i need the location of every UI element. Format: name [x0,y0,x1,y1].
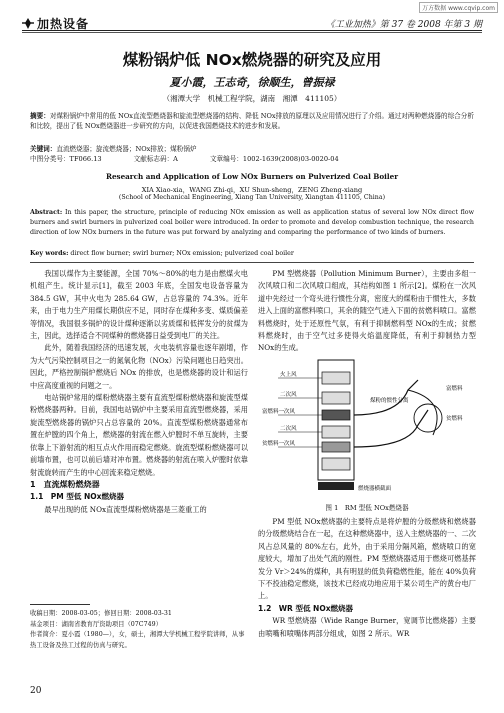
paragraph: 最早出现的低 NOx直流型煤粉燃烧器是三菱重工的 [44,504,207,514]
header-rule-thin [22,32,482,33]
received-date: 收稿日期：2008-03-05；修回日期：2008-03-31 [30,610,172,617]
header-rule [22,30,482,31]
clc-number: 中图分类号：TF066.13 [30,155,102,163]
keywords-en-label: Key words: [30,250,69,257]
keywords-en [30,250,474,257]
article-number: 文章编号：1002-1639(2008)03-0020-04 [209,155,339,163]
keywords-cn [30,143,474,153]
classification-meta [30,153,470,163]
label-inertial-separation: 煤粉的惯性分离 [370,398,409,404]
english-title: Research and Application of Low NOx Burners on Pulverized Coal Boiler [105,172,398,181]
paragraph: 我国以煤作为主要能源，全国 70%～80%的电力是由燃煤火电机组产生。统计显示[1]，截至 2003 年底，全国发电设备容量为 384.5 GW，其中火电为 285.64 GW，占总容量的 74.3%。近年来，由于电力生产用煤长期供应不足，同时存在煤种多变、煤质偏差等情况，我国很多锅炉的设计煤种逐渐以劣质煤和低挥发分的贫煤为主，因此，选择适合不同煤种的燃烧器日益受到电厂的关注。 [30,269,248,341]
paragraph: PM 型燃烧器（Pollution Minimum Burner），主要由多组一次风喷口和二次风喷口组成，其结构如图 1 所示[2]。煤粉在一次风道中先经过一个弯头进行惯性分离，密度大的煤粉由于惯性大，多数进入上面的富燃料喷口，其余的随空气进入下面的贫燃料喷口。富燃料燃烧时，处于还原性气氛，有利于抑制燃料型 NOx的生成；贫燃料燃烧时，由于空气过多使得火焰温度降低，有利于抑制热力型 NOx的生成。 [258,269,476,353]
figure-caption: 图 1 RM 型低 NOx燃烧器 [325,504,409,512]
english-authors: XIA Xiao-xia，WANG Zhi-qi，XU Shun-sheng，ZENG Zheng-xiang [141,186,363,194]
english-affiliation: (School of Mechanical Engineering, Xiang Tan University, Xiangtan 411105, China) [118,194,386,201]
label-rich-side: 富燃料 [446,386,463,392]
abstract-cn [30,111,474,131]
label-burner-section: 燃烧器横截面 [358,486,392,492]
subsection-heading: 1.1 PM 型低 NOx燃烧器 [30,492,124,502]
paragraph: WR 型燃烧器（Wide Range Burner，宽调节比燃烧器）主要由喷嘴和喷嘴体两部分组成，如图 2 所示。WR [258,616,476,638]
body-left-column [30,268,248,516]
label-lean-primary: 贫燃料一次风 [262,441,296,447]
label-rich-primary: 富燃料一次风 [262,409,296,415]
page-number: 20 [30,686,42,696]
body-right-column [258,268,476,355]
fund-info: 基金项目：湖南省教育厅资助项目（07C749） [30,620,162,628]
paragraph: 电站锅炉常用的煤粉燃烧器主要有直流型煤粉燃烧器和旋流型煤粉燃烧器两种。目前，我国电站锅炉中主要采用直流型燃烧器，采用旋流型燃烧器的锅炉只占总容量的 20%。直流型煤粉燃烧器通常布置在炉膛的四个角上，燃烧器的射流在燃入炉膛时不单互旋转，主要依靠上下游射流的相互点火作用而稳定燃烧。旋流型煤粉燃烧器可以前墙布置，也可以前后墙对冲布置。燃烧器的射流在喷入炉膛时依靠射流旋转而产生的中心回流来稳定燃烧。 [30,393,248,477]
label-upper-air: 火上风 [280,372,297,378]
abstract-rule [30,262,474,263]
affiliation: （湘潭大学 机械工程学院，湖南 湘潭 411105） [162,94,342,103]
burner-diagram [258,350,476,500]
abstract-cn-label: 摘要： [30,112,50,120]
abstract-en-label: Abstract: [30,209,63,216]
keywords-en-text: direct flow burner; swirl burner; NOx emission; pulverized coal boiler [70,250,294,257]
journal-logo-text: 加热设备 [37,17,90,31]
document-code: 文献标志码：A [133,155,178,163]
paragraph: 此外，随着我国经济的迅速发展，火电装机容量也逐年剧增，作为大气污染控制项目之一的氮氧化物（NOx）污染问题也日趋突出。因此，严格控制锅炉燃烧后 NOx 的排放，也是燃烧器的设计和运行中应高度重视的问题之一。 [30,343,248,390]
footnotes [30,609,248,651]
paragraph: PM 型低 NOx燃烧器的主要特点是将炉膛的分级燃烧和燃烧器的分级燃烧结合在一起，在这种燃烧器中，送入主燃烧器的一、二次风占总风量的 80%左右，此外，由于采用分隔风箱，燃烧喷口的宽度较大，增加了出处气流的刚性。PM 型燃烧器适用于燃烧可燃基挥发分 Vr＞24%的煤种，具有明显的低负荷稳燃性能，能在 40%负荷下不投油稳定燃烧，该技术已经成功地应用于某公司生产的黄台电厂上。 [258,517,476,601]
subsection-heading: 1.2 WR 型低 NOx燃烧器 [258,603,354,613]
keywords-cn-text: 直流燃烧器；旋流燃烧器；NOx排放；煤粉锅炉 [56,145,197,153]
footnote-rule [30,604,90,605]
flame-logo-icon [22,18,34,29]
author-bio: 作者简介：夏小霞（1980—），女，硕士，湘潭大学机械工程学院讲师，从事热工设备及热工过程的仿真与研究。 [30,631,245,649]
label-secondary-air: 二次风 [280,392,297,398]
source-stamp: 万方数据 www.cqvip.com [419,2,498,13]
abstract-cn-text: 对煤粉锅炉中常用的低 NOx直流型燃烧器和旋流型燃烧器的结构、降低 NOx排放的原理以及应用情况进行了介绍。通过对两种燃烧器的综合分析和比较，提出了低 NOx燃烧器进一步研究的方向，以促进我国燃烧技术的进步和发展。 [30,112,474,130]
paper-title: 煤粉锅炉低 NOx燃烧器的研究及应用 [122,51,382,69]
section-heading: 1 直流煤粉燃烧器 [30,479,100,489]
keywords-cn-label: 关键词： [30,145,57,153]
label-lean-side: 贫燃料 [446,416,463,422]
authors: 夏小霞，王志奇，徐顺生，曾振禄 [169,76,335,89]
label-secondary-air-2: 二次风 [280,426,297,432]
figure-1 [258,350,476,500]
journal-issue: 《工业加热》第 37 卷 2008 年第 3 期 [325,20,482,30]
body-right-column-lower [258,516,476,640]
abstract-en-text: In this paper, the structure, principle of reducing NOx emission as well as application status of several low NOx direct flow burners and swirl burners in pulverized coal boiler were introduced. In order to promote and develop combustion technique, the research direction of low NOx burners in the future was put forward by analyzing and comparing the performance of two kinds of burners. [30,209,474,236]
abstract-en [30,208,474,238]
